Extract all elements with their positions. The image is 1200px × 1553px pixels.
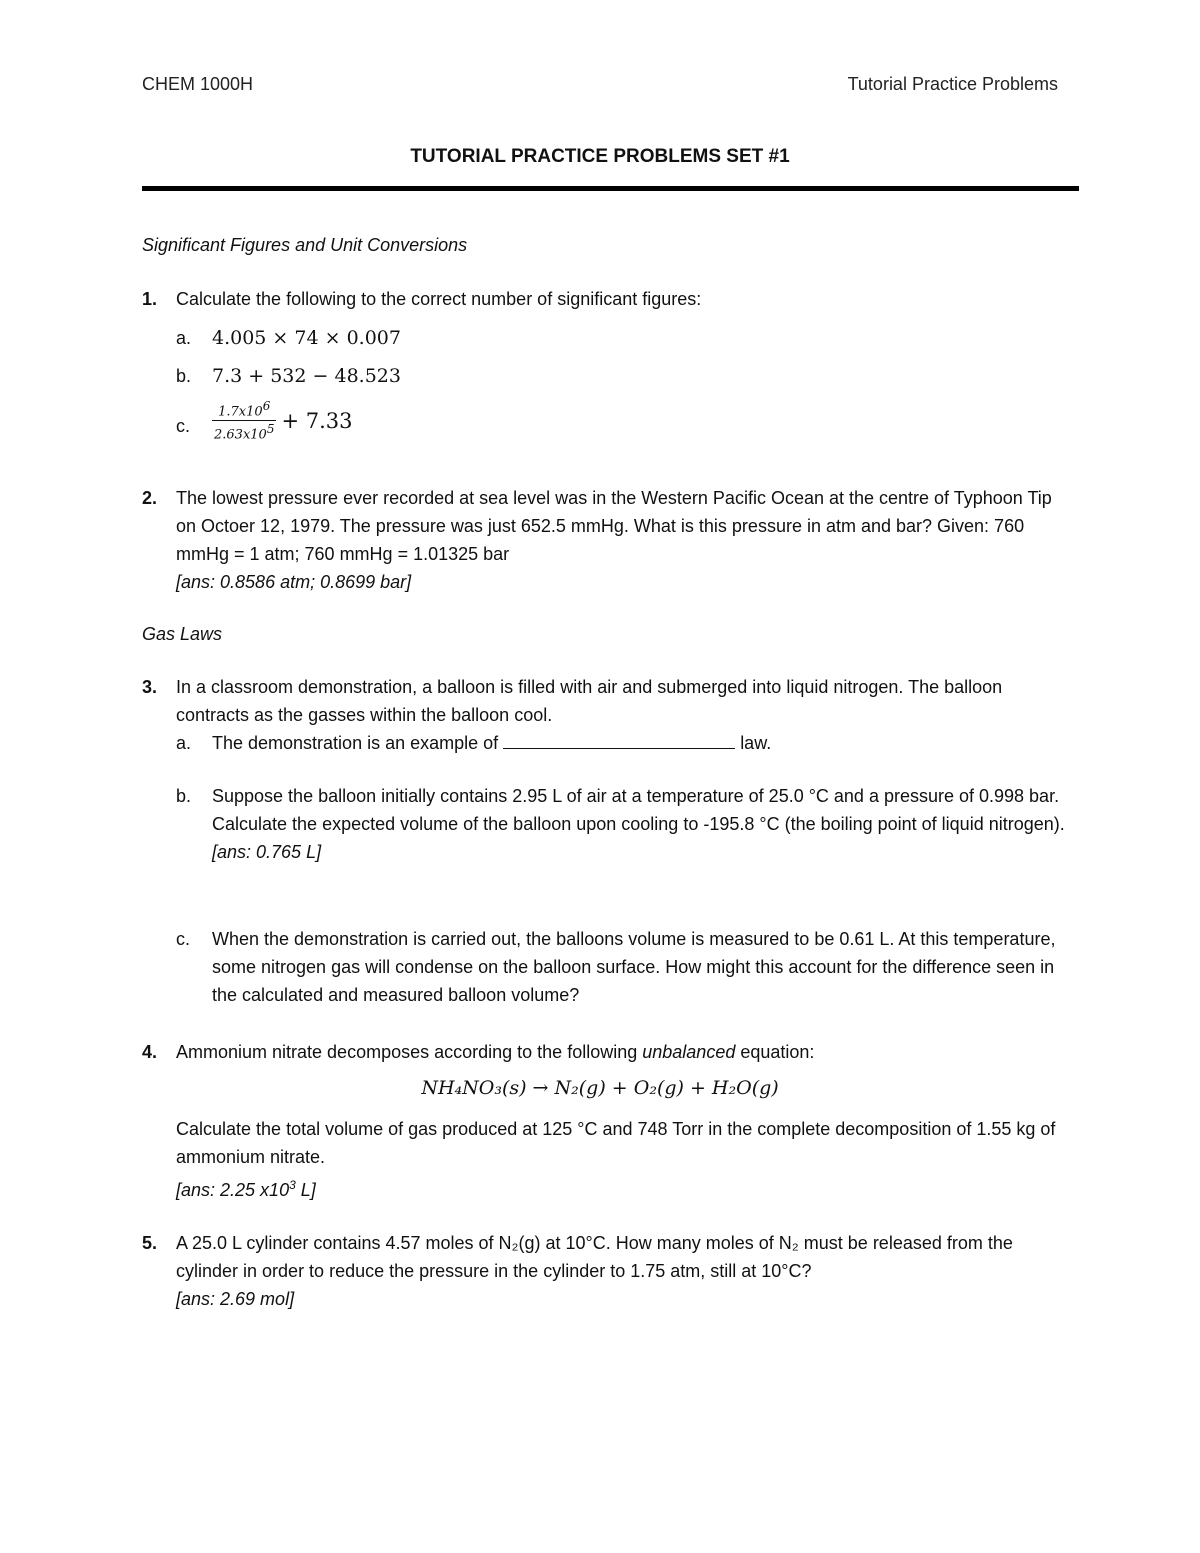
header-course: CHEM 1000H bbox=[142, 74, 254, 94]
fill-in-blank bbox=[503, 730, 735, 749]
part-label: b. bbox=[176, 366, 192, 386]
question-number: 4. bbox=[142, 1042, 158, 1062]
question-text: Calculate the following to the correct number of significant figures: bbox=[176, 289, 702, 309]
fraction-numerator: $1.7x10^6$ bbox=[218, 399, 271, 420]
q1c-expression bbox=[212, 398, 1066, 444]
question-text: In a classroom demonstration, a balloon is filled with air and submerged into liquid nitrogen. The balloon contracts as the gasses within the balloon cool. bbox=[176, 677, 1003, 725]
emphasis-text: unbalanced bbox=[642, 1042, 736, 1062]
question-text: Ammonium nitrate decomposes according to the following bbox=[176, 1042, 638, 1062]
part-label: b. bbox=[176, 786, 192, 806]
answer-text: [ans: 0.8586 atm; 0.8699 bar] bbox=[176, 572, 412, 592]
q3-part-a bbox=[176, 729, 1066, 757]
section-heading-sigfigs: Significant Figures and Unit Conversions bbox=[142, 235, 468, 255]
fraction bbox=[212, 398, 276, 444]
calc-text: Calculate the total volume of gas produced at 125 °C and 748 Torr in the complete decomposition of 1.55 kg of ammonium nitrate. bbox=[176, 1119, 1056, 1167]
q1b-expression: 7.3 + 532 − 48.523 bbox=[212, 365, 401, 387]
question-number: 5. bbox=[142, 1233, 158, 1253]
question-text-end: equation: bbox=[740, 1042, 815, 1062]
section-heading-gaslaws: Gas Laws bbox=[142, 624, 223, 644]
question-5 bbox=[142, 1229, 1072, 1313]
question-1 bbox=[142, 285, 1072, 313]
question-text: The lowest pressure ever recorded at sea level was in the Western Pacific Ocean at the centre of Typhoon Tip on Octoer 12, 1979. The pressure was just 652.5 mmHg. What is this pressure in atm and bar? Given: 760 mmHg = 1 atm; 760 mmHg = 1.01325 bar bbox=[176, 488, 1052, 564]
question-number: 2. bbox=[142, 488, 158, 508]
q3c-text: When the demonstration is carried out, the balloons volume is measured to be 0.61 L. At this temperature, some nitrogen gas will condense on the balloon surface. How might this account for the difference seen in the calculated and measured balloon volume? bbox=[212, 929, 1056, 1005]
question-3 bbox=[142, 673, 1072, 729]
page-title: TUTORIAL PRACTICE PROBLEMS SET #1 bbox=[410, 146, 790, 167]
answer-text: [ans: 0.765 L] bbox=[212, 842, 322, 862]
part-label: c. bbox=[176, 416, 191, 436]
question-number: 1. bbox=[142, 289, 158, 309]
q3b-text: Suppose the balloon initially contains 2.95 L of air at a temperature of 25.0 °C and a pressure of 0.998 bar. Calculate the expected volume of the balloon upon cooling to -195.8 °C (the boiling point of liquid nitrogen). bbox=[212, 786, 1065, 834]
header-doc-title: Tutorial Practice Problems bbox=[847, 74, 1058, 94]
q3-part-b bbox=[176, 782, 1066, 866]
question-2 bbox=[142, 484, 1072, 596]
q1-part-a bbox=[176, 324, 1066, 352]
chemical-equation: NH₄NO₃(s) → N₂(g) + O₂(g) + H₂O(g) bbox=[421, 1077, 779, 1099]
fraction-denominator: $2.63x10^5$ bbox=[214, 422, 275, 443]
answer-text: [ans: 2.25 $x10^3$ L] bbox=[176, 1178, 316, 1200]
q1c-addend: + 7.33 bbox=[281, 408, 353, 433]
answer-text: [ans: 2.69 mol] bbox=[176, 1289, 295, 1309]
question-4 bbox=[142, 1038, 1072, 1066]
q1a-expression: 4.005 × 74 × 0.007 bbox=[212, 327, 401, 349]
title-rule bbox=[142, 186, 1079, 191]
q1-part-b bbox=[176, 362, 1066, 390]
question-number: 3. bbox=[142, 677, 158, 697]
q3a-text-after: law. bbox=[740, 733, 772, 753]
part-label: a. bbox=[176, 733, 192, 753]
question-text: A 25.0 L cylinder contains 4.57 moles of N₂(g) at 10°C. How many moles of N₂ must be released from the cylinder in order to reduce the pressure in the cylinder to 1.75 atm, still at 10°C? bbox=[176, 1233, 1013, 1281]
question-4-calc bbox=[142, 1115, 1072, 1204]
q3-part-c bbox=[176, 925, 1066, 1009]
part-label: c. bbox=[176, 929, 191, 949]
q1-part-c bbox=[176, 398, 1066, 444]
part-label: a. bbox=[176, 328, 192, 348]
q3a-text-before: The demonstration is an example of bbox=[212, 733, 499, 753]
